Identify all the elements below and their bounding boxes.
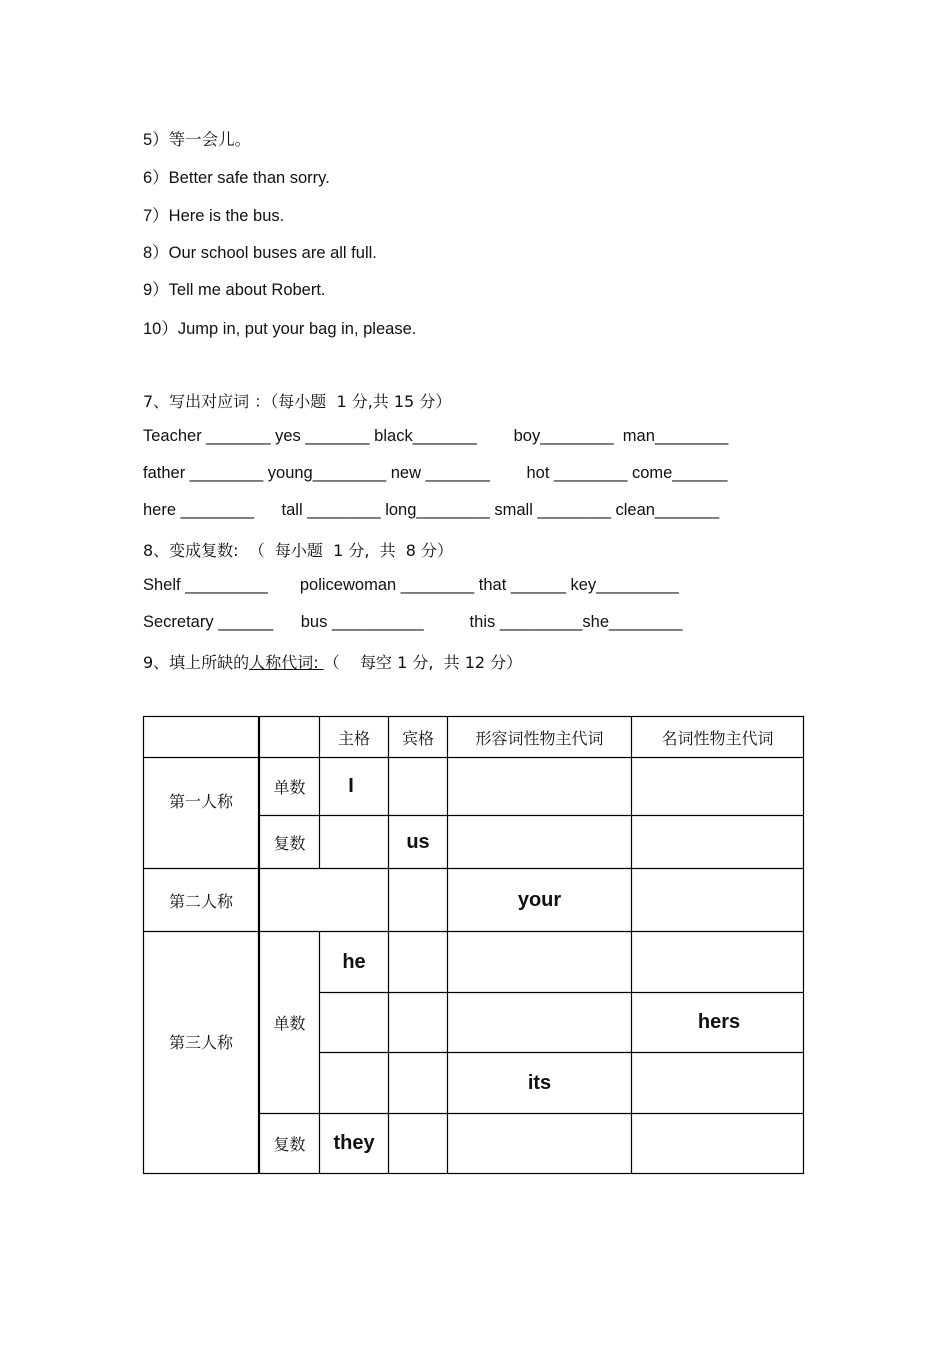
section-7-row: father ________ young________ new _______ hot ________ come______	[143, 464, 728, 482]
section-8-row: Shelf _________ policewoman ________ that ______ key_________	[143, 576, 679, 594]
answer-third-plural-subject: they	[333, 1132, 375, 1154]
section-7-row: Teacher _______ yes _______ black_______ boy________ man________	[143, 427, 729, 445]
answer-third-she-noun: hers	[697, 1011, 741, 1033]
answer-third-he-subject: he	[342, 950, 366, 973]
first-singular-label: 单数	[273, 778, 306, 797]
third-plural-label: 复数	[273, 1135, 306, 1154]
sentence-10: 10）Jump in, put your bag in, please.	[143, 320, 417, 338]
answer-second-adjective: your	[517, 888, 562, 911]
header-adjective-possessive: 形容词性物主代词	[475, 729, 604, 748]
first-person-label: 第一人称	[168, 791, 233, 811]
section-9-title-suffix: （ 每空 1 分, 共 12 分）	[323, 653, 523, 672]
answer-first-singular-subject: I	[348, 775, 354, 797]
section-9-title-prefix: 9、填上所缺的	[143, 653, 250, 672]
answer-third-it-adjective: its	[527, 1071, 552, 1094]
answer-first-plural-object: us	[406, 830, 430, 853]
sentence-7: 7）Here is the bus.	[143, 207, 285, 225]
section-7-title: 7、写出对应词 ：（每小题 1 分,共 15 分）	[143, 392, 452, 411]
sentence-6: 6）Better safe than sorry.	[143, 169, 330, 187]
third-person-label: 第三人称	[168, 1032, 233, 1052]
header-noun-possessive: 名词性物主代词	[661, 729, 774, 748]
sentence-5: 5）等一会儿。	[143, 131, 252, 149]
section-7-row: here ________ tall ________ long________ small ________ clean_______	[143, 501, 720, 519]
header-subject-case: 主格	[337, 729, 370, 748]
section-8-title: 8、变成复数: （ 每小题 1 分, 共 8 分）	[143, 541, 454, 560]
sentence-9: 9）Tell me about Robert.	[143, 281, 326, 299]
section-9-title-underlined: 人称代词:	[249, 653, 324, 672]
first-plural-label: 复数	[273, 833, 306, 853]
third-singular-label: 单数	[273, 1014, 306, 1033]
second-person-label: 第二人称	[168, 891, 233, 911]
header-object-case: 宾格	[401, 729, 434, 748]
sentence-8: 8）Our school buses are all full.	[143, 244, 377, 262]
section-8-row: Secretary ______ bus __________ this _________she________	[143, 613, 683, 631]
